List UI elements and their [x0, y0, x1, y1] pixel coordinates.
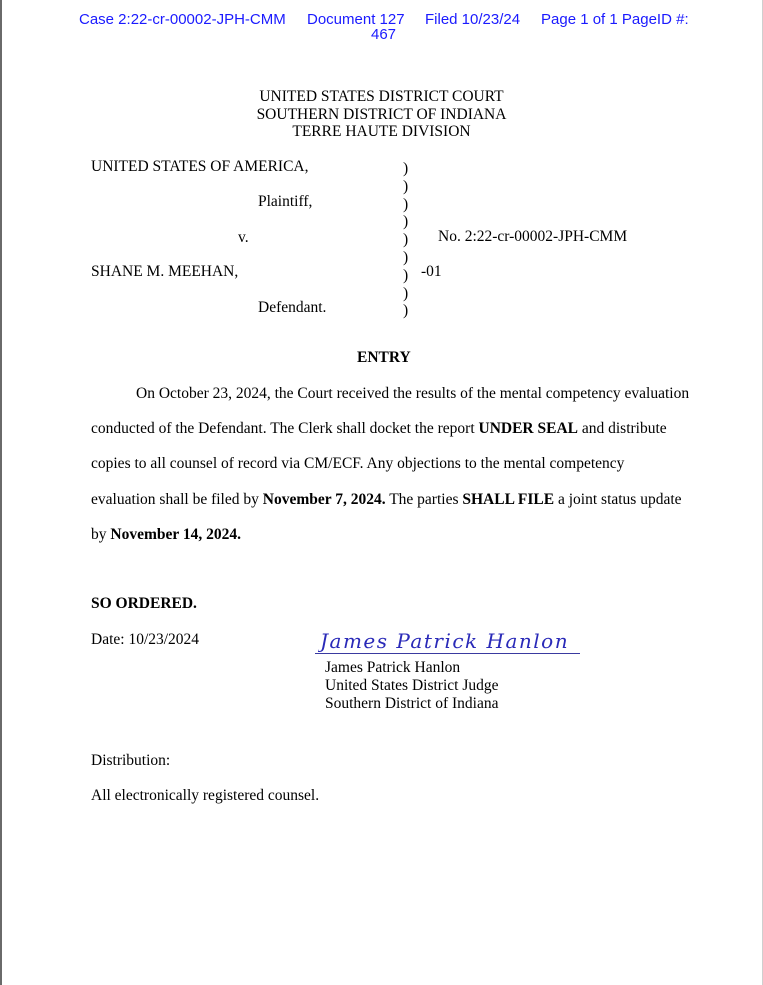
entry-text: The parties: [385, 490, 463, 508]
caption-paren: ): [403, 160, 409, 177]
caption-paren: ): [403, 266, 409, 284]
entry-text: a joint status update by: [91, 490, 682, 543]
distribution-text: All electronically registered counsel.: [91, 787, 320, 804]
header-document-number: Document 127: [307, 11, 405, 28]
caption-paren: ): [403, 284, 409, 302]
entry-title: ENTRY: [357, 349, 411, 366]
signature-line: [315, 653, 580, 654]
court-name: UNITED STATES DISTRICT COURT: [259, 88, 504, 105]
header-page-id: 467: [371, 26, 397, 43]
court-heading: [0, 88, 763, 141]
plaintiff-name: UNITED STATES OF AMERICA,: [91, 158, 309, 175]
caption-paren: ): [403, 248, 409, 266]
entry-bold-objection-deadline: November 7, 2024.: [262, 490, 386, 508]
case-number: No. 2:22-cr-00002-JPH-CMM: [438, 228, 628, 245]
case-suffix: -01: [421, 263, 442, 280]
plaintiff-role: Plaintiff,: [258, 193, 313, 210]
caption-parentheses: [403, 160, 408, 320]
header-filed-date: Filed 10/23/24: [425, 11, 521, 28]
signature-handwriting: James Patrick Hanlon: [320, 629, 570, 653]
entry-text: and distribute copies to all counsel of record via CM/ECF. Any objections to the mental competency evaluation shall be filed by: [91, 420, 667, 508]
judge-district: Southern District of Indiana: [325, 695, 499, 712]
versus: v.: [238, 229, 249, 246]
header-page-info: Page 1 of 1 PageID #:: [541, 11, 689, 28]
entry-body: [91, 376, 691, 552]
court-district: SOUTHERN DISTRICT OF INDIANA: [256, 105, 507, 123]
entry-bold-under-seal: UNDER SEAL: [478, 420, 578, 438]
entry-bold-status-deadline: November 14, 2024.: [110, 525, 241, 543]
header-case-number: Case 2:22-cr-00002-JPH-CMM: [79, 11, 286, 28]
defendant-name: SHANE M. MEEHAN,: [91, 263, 239, 280]
entry-bold-shall-file: SHALL FILE: [462, 490, 555, 508]
judge-name: James Patrick Hanlon: [325, 659, 461, 676]
caption-paren: ): [403, 302, 409, 320]
court-division: TERRE HAUTE DIVISION: [292, 123, 471, 140]
page-left-edge: [0, 0, 2, 985]
caption-paren: ): [403, 231, 409, 249]
judge-signature: [318, 626, 583, 656]
caption-paren: ): [403, 213, 409, 231]
defendant-role: Defendant.: [258, 299, 327, 316]
caption-paren: ): [403, 195, 409, 213]
so-ordered: SO ORDERED.: [91, 595, 197, 612]
judge-title: United States District Judge: [325, 677, 499, 694]
entry-text: On October 23, 2024, the Court received the results of the mental competency evaluation conducted of the Defendant. The Clerk shall docket the report: [91, 385, 690, 438]
order-date: Date: 10/23/2024: [91, 631, 200, 648]
distribution-label: Distribution:: [91, 752, 171, 769]
caption-paren: ): [403, 177, 409, 195]
